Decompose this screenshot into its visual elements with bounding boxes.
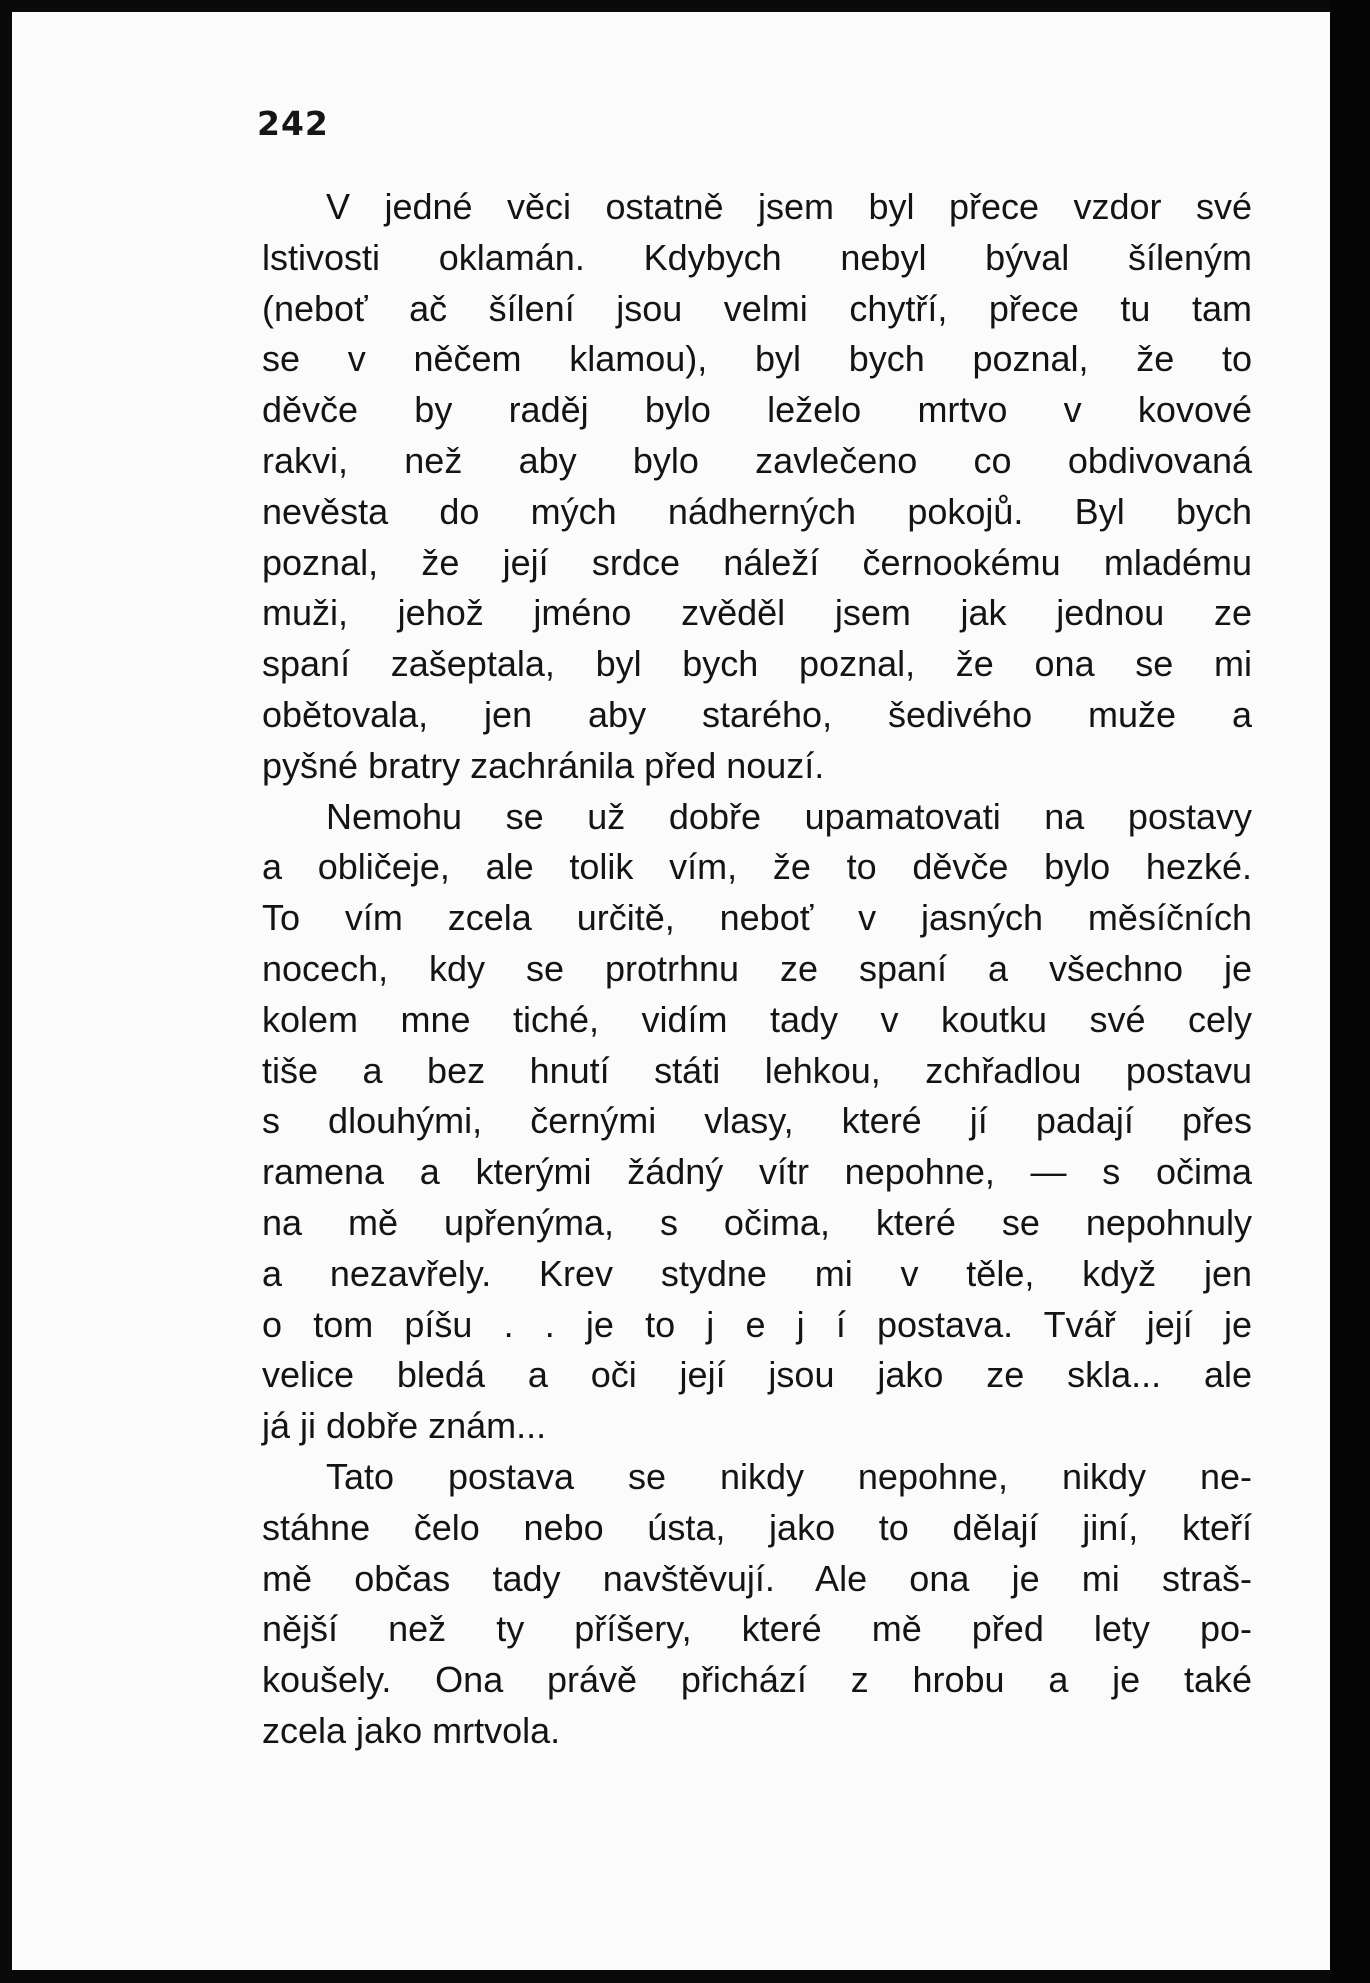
text-line: stáhne čelo nebo ústa, jako to dělají jiní, kteří	[262, 1506, 1252, 1548]
paragraph-2	[262, 792, 1252, 1452]
text-line: obětovala, jen aby starého, šedivého muže a	[262, 693, 1252, 735]
text-line: V jedné věci ostatně jsem byl přece vzdor své	[326, 186, 1252, 227]
paragraph-1	[262, 182, 1252, 792]
text-line: se v něčem klamou), byl bych poznal, že to	[262, 338, 1252, 380]
text-line: lstivosti oklamán. Kdybych nebyl býval šíleným	[262, 236, 1252, 278]
scan-right-edge	[1330, 0, 1370, 1983]
paragraph-3	[262, 1452, 1252, 1757]
text-line: na mě upřenýma, s očima, které se nepohnuly	[262, 1201, 1252, 1243]
text-line: mě občas tady navštěvují. Ale ona je mi straš-	[262, 1557, 1252, 1599]
text-line: koušely. Ona právě přichází z hrobu a je také	[262, 1659, 1252, 1701]
text-line: nocech, kdy se protrhnu ze spaní a všechno je	[262, 947, 1252, 989]
body-text	[262, 182, 1252, 1757]
text-line: poznal, že její srdce náleží černookému mladému	[262, 541, 1252, 583]
text-line: To vím zcela určitě, neboť v jasných měsíčních	[262, 897, 1252, 939]
text-line: (neboť ač šílení jsou velmi chytří, přece tu tam	[262, 287, 1252, 329]
text-line: a nezavřely. Krev stydne mi v těle, když jen	[262, 1252, 1252, 1294]
page-number: 242	[257, 104, 329, 143]
book-page	[12, 12, 1330, 1970]
text-line: muži, jehož jméno zvěděl jsem jak jednou ze	[262, 592, 1252, 634]
text-line: o tom píšu . . je to j e j í postava. Tvář její je	[262, 1303, 1252, 1345]
text-line: děvče by raděj bylo leželo mrtvo v kovové	[262, 389, 1252, 431]
text-line: rakvi, než aby bylo zavlečeno co obdivovaná	[262, 439, 1252, 481]
text-line: nější než ty příšery, které mě před lety po-	[262, 1608, 1252, 1650]
text-line: ramena a kterými žádný vítr nepohne, — s očima	[262, 1151, 1252, 1193]
text-line: tiše a bez hnutí státi lehkou, zchřadlou postavu	[262, 1049, 1252, 1091]
text-line: spaní zašeptala, byl bych poznal, že ona se mi	[262, 643, 1252, 685]
text-line: já ji dobře znám...	[262, 1405, 547, 1447]
scan-top-edge	[0, 0, 1370, 12]
text-line: Nemohu se už dobře upamatovati na postavy	[326, 795, 1252, 837]
text-line: s dlouhými, černými vlasy, které jí padají přes	[262, 1100, 1252, 1142]
text-line: zcela jako mrtvola.	[262, 1709, 561, 1751]
text-line: velice bledá a oči její jsou jako ze skla... ale	[262, 1354, 1252, 1396]
text-line: Tato postava se nikdy nepohne, nikdy ne-	[326, 1455, 1252, 1497]
text-line: kolem mne tiché, vidím tady v koutku své cely	[262, 998, 1252, 1040]
text-line: pyšné bratry zachránila před nouzí.	[262, 744, 825, 786]
text-line: a obličeje, ale tolik vím, že to děvče bylo hezké.	[262, 846, 1252, 888]
text-line: nevěsta do mých nádherných pokojů. Byl bych	[262, 490, 1252, 532]
